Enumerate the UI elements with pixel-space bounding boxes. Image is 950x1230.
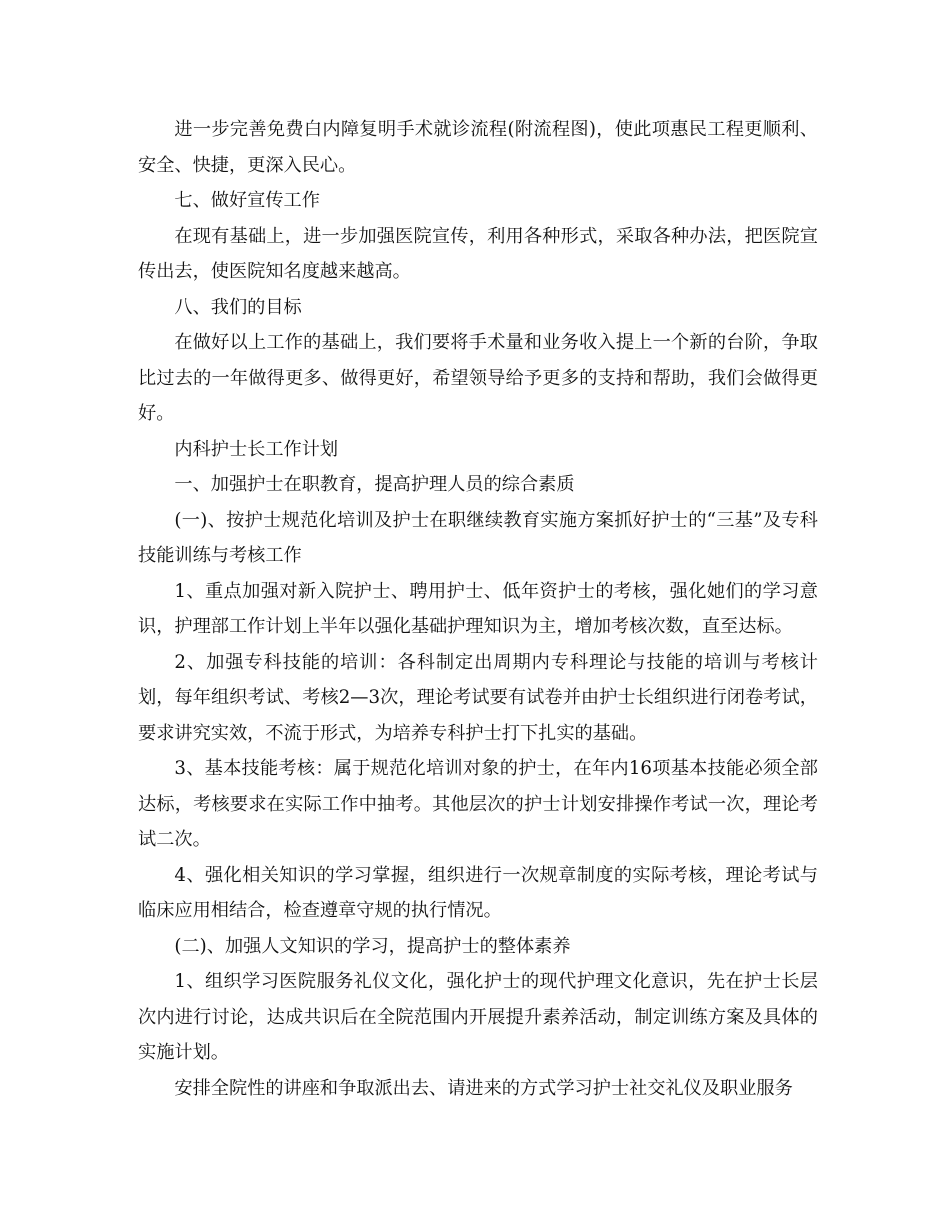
subsection-heading: (一)、按护士规范化培训及护士在职继续教育实施方案抓好护士的“三基”及专科技能训练与考核工作 [138,509,818,566]
subsection-heading: (二)、加强人文知识的学习，提高护士的整体素养 [174,935,571,957]
paragraph: 安排全院性的讲座和争取派出去、请进来的方式学习护士社交礼仪及职业服务 [174,1077,793,1099]
list-item: 4、强化相关知识的学习掌握，组织进行一次规章制度的实际考核，理论考试与临床应用相结合，检查遵章守规的执行情况。 [138,864,818,921]
paragraph: 在做好以上工作的基础上，我们要将手术量和业务收入提上一个新的台阶，争取比过去的一年做得更多、做得更好，希望领导给予更多的支持和帮助，我们会做得更好。 [138,332,818,424]
document-body [138,112,818,1106]
paragraph: 进一步完善免费白内障复明手术就诊流程(附流程图)，使此项惠民工程更顺利、安全、快捷，更深入民心。 [138,119,818,176]
list-item: 2、加强专科技能的培训：各科制定出周期内专科理论与技能的培训与考核计划，每年组织考试、考核2—3次，理论考试要有试卷并由护士长组织进行闭卷考试，要求讲究实效，不流于形式，为培养专科护士打下扎实的基础。 [138,651,818,744]
list-item: 3、基本技能考核：属于规范化培训对象的护士，在年内16项基本技能必须全部达标，考核要求在实际工作中抽考。其他层次的护士计划安排操作考试一次，理论考试二次。 [138,758,818,850]
document-subtitle: 内科护士长工作计划 [174,438,339,460]
list-item: 1、重点加强对新入院护士、聘用护士、低年资护士的考核，强化她们的学习意识，护理部工作计划上半年以强化基础护理知识为主，增加考核次数，直至达标。 [138,580,818,637]
section-heading: 八、我们的目标 [174,296,302,318]
list-item: 1、组织学习医院服务礼仪文化，强化护士的现代护理文化意识，先在护士长层次内进行讨论，达成共识后在全院范围内开展提升素养活动，制定训练方案及具体的实施计划。 [138,971,818,1063]
paragraph: 在现有基础上，进一步加强医院宣传，利用各种形式，采取各种办法，把医院宣传出去，使医院知名度越来越高。 [138,225,818,282]
section-heading: 七、做好宣传工作 [174,190,320,211]
section-heading: 一、加强护士在职教育，提高护理人员的综合素质 [174,474,575,495]
